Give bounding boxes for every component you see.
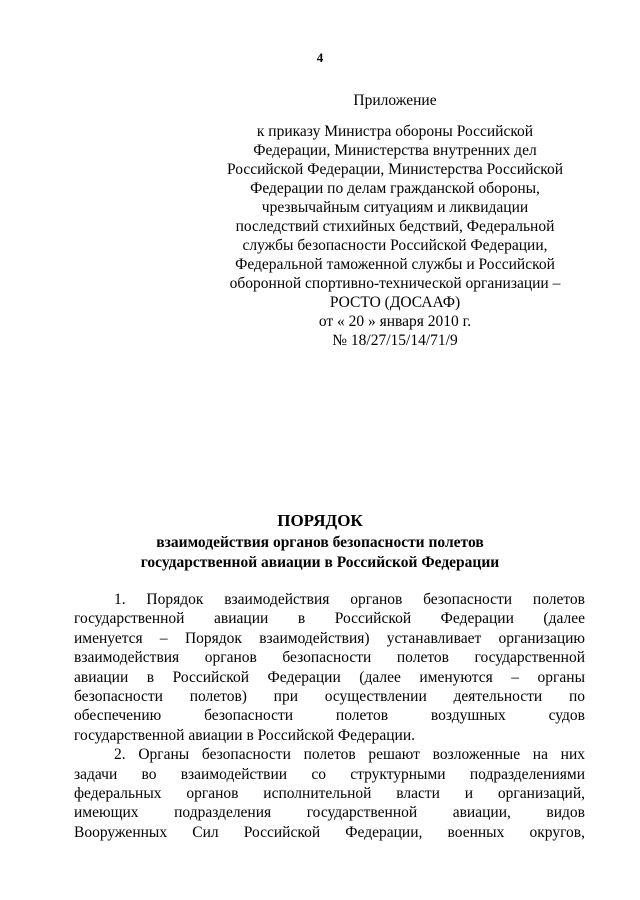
appendix-line: Федерации, Министерства внутренних дел xyxy=(253,142,537,159)
appendix-line: оборонной спортивно-технической организации – xyxy=(229,275,561,292)
document-subtitle-line: взаимодействия органов безопасности полетов xyxy=(156,534,484,551)
appendix-line: РОСТО (ДОСААФ) xyxy=(329,294,461,311)
appendix-title: Приложение xyxy=(353,92,437,109)
paragraph-1 xyxy=(74,590,585,745)
paragraph-line: федеральных органов исполнительной власти и организаций, xyxy=(74,785,585,803)
document-body xyxy=(74,590,585,842)
paragraph-line: именуется – Порядок взаимодействия) устанавливает организацию xyxy=(74,629,585,647)
paragraph-line: задачи во взаимодействии со структурными подразделениями xyxy=(74,765,585,783)
appendix-line: от « 20 » января 2010 г. xyxy=(318,313,472,330)
appendix-line: службы безопасности Российской Федерации, xyxy=(242,237,548,254)
document-heading xyxy=(0,511,640,573)
page-number: 4 xyxy=(316,50,324,65)
appendix-line: последствий стихийных бедствий, Федеральной xyxy=(235,218,555,235)
paragraph-line: авиации в Российской Федерации (далее именуются – органы xyxy=(74,668,585,686)
paragraph-2 xyxy=(74,745,585,842)
paragraph-line: Вооруженных Сил Российской Федерации, военных округов, xyxy=(74,823,585,841)
appendix-line: Федерации по делам гражданской обороны, xyxy=(250,180,540,197)
appendix-line: Федеральной таможенной службы и Российской xyxy=(235,256,555,273)
paragraph-line: взаимодействия органов безопасности полетов государственной xyxy=(74,649,585,667)
appendix-line: Российской Федерации, Министерства Российской xyxy=(226,161,564,178)
paragraph-line: государственной авиации в Российской Федерации. xyxy=(74,726,416,744)
paragraph-line: государственной авиации в Российской Федерации (далее xyxy=(74,610,585,628)
paragraph-line: 2. Органы безопасности полетов решают возложенные на них xyxy=(114,746,585,764)
document-title: ПОРЯДОК xyxy=(277,511,363,530)
paragraph-line: 1. Порядок взаимодействия органов безопасности полетов xyxy=(114,591,585,608)
document-subtitle-line: государственной авиации в Российской Федерации xyxy=(140,554,500,571)
appendix-line: к приказу Министра обороны Российской xyxy=(256,123,534,140)
appendix-line: № 18/27/15/14/71/9 xyxy=(332,332,458,349)
paragraph-line: обеспечению безопасности полетов воздушных судов xyxy=(74,707,585,725)
paragraph-line: безопасности полетов) при осуществлении деятельности по xyxy=(74,688,585,706)
paragraph-line: имеющих подразделения государственной авиации, видов xyxy=(74,804,585,822)
appendix-line: чрезвычайным ситуациям и ликвидации xyxy=(261,199,529,216)
appendix-block xyxy=(205,91,585,350)
